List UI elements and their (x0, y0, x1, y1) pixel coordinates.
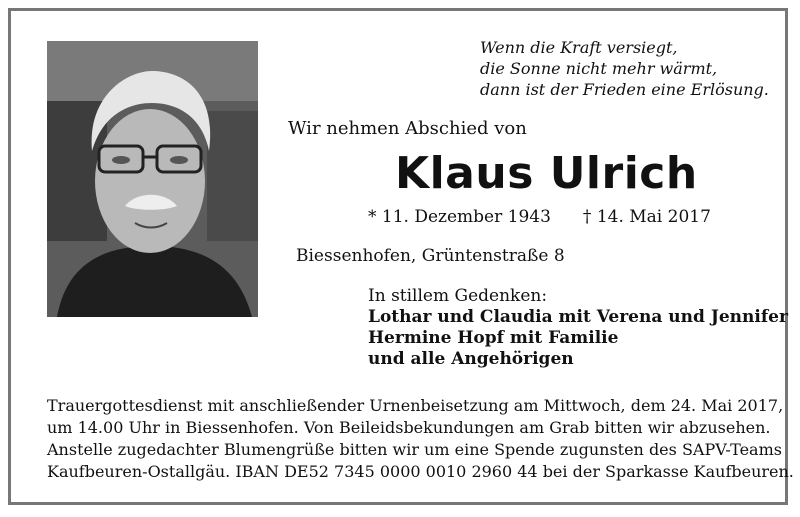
mourners (368, 286, 788, 370)
quote-line: dann ist der Frieden eine Erlösung. (480, 80, 769, 99)
mourners-heading: In stillem Gedenken: (368, 286, 548, 306)
death-date: † 14. Mai 2017 (582, 207, 711, 227)
quote (480, 37, 770, 100)
address: Biessenhofen, Grüntenstraße 8 (296, 246, 565, 266)
notice-line: Trauergottesdienst mit anschließender Urnenbeisetzung am Mittwoch, dem 24. Mai 2017, (47, 396, 784, 415)
portrait-illustration (47, 41, 258, 317)
mourner-line: Hermine Hopf mit Familie (368, 328, 619, 348)
notice-line: Kaufbeuren-Ostallgäu. IBAN DE52 7345 0000 0010 2960 44 bei der Sparkasse Kaufbeuren. (47, 462, 794, 481)
quote-line: die Sonne nicht mehr wärmt, (480, 59, 718, 78)
notice-line: um 14.00 Uhr in Biessenhofen. Von Beileidsbekundungen am Grab bitten wir abzusehen. (47, 418, 771, 437)
deceased-name: Klaus Ulrich (395, 148, 698, 199)
farewell-intro: Wir nehmen Abschied von (288, 118, 527, 139)
notice-line: Anstelle zugedachter Blumengrüße bitten wir um eine Spende zugunsten des SAPV-Teams (47, 440, 782, 459)
birth-date: * 11. Dezember 1943 (368, 207, 551, 227)
service-notice (47, 395, 794, 483)
life-dates (368, 207, 711, 227)
portrait-photo (47, 41, 258, 317)
quote-line: Wenn die Kraft versiegt, (480, 38, 678, 57)
mourner-line: Lothar und Claudia mit Verena und Jennifer (368, 307, 788, 327)
mourner-line: und alle Angehörigen (368, 349, 574, 369)
